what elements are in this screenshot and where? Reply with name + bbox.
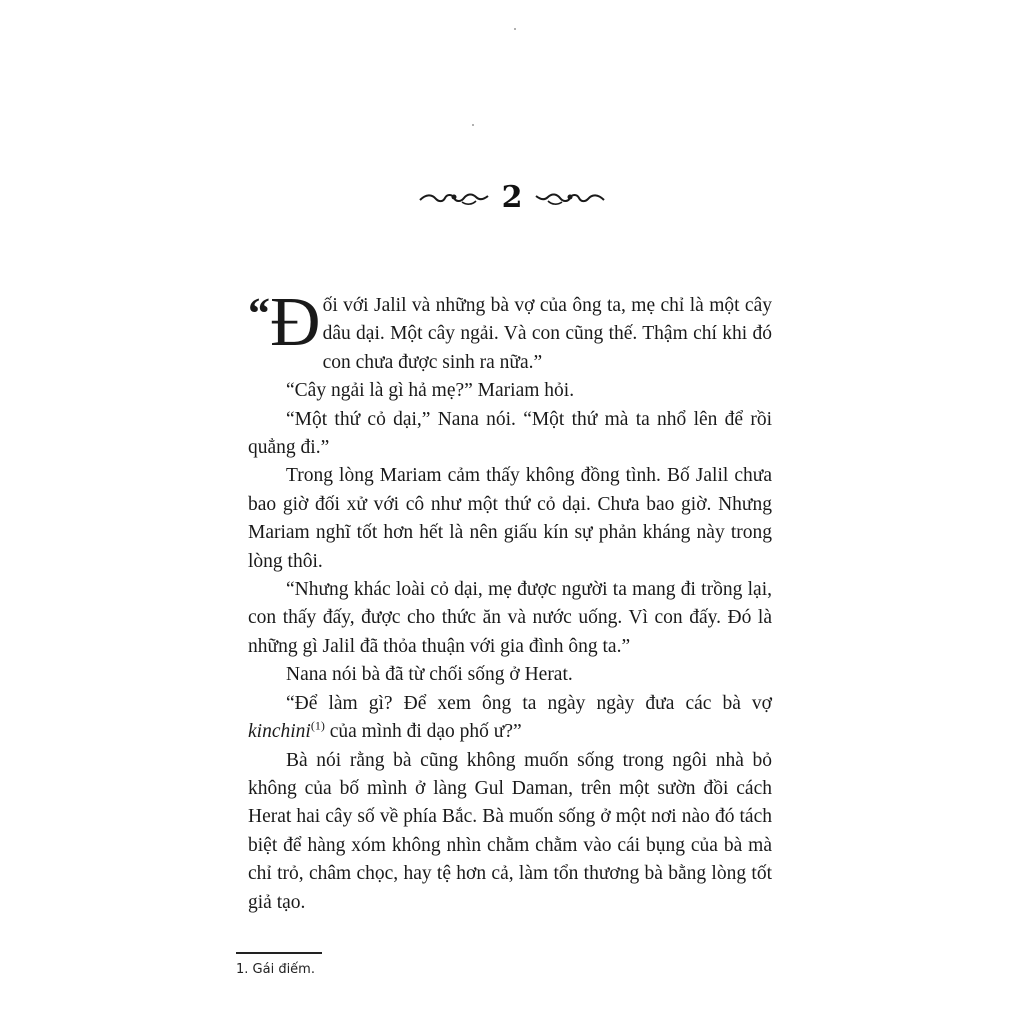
drop-cap: [248, 284, 321, 361]
paragraph-4: Trong lòng Mariam cảm thấy không đồng tình. Bố Jalil chưa bao giờ đối xử với cô như một thứ cỏ dại. Chưa bao giờ. Nhưng Mariam nghĩ tốt hơn hết là nên giấu kín sự phản kháng này trong lòng thôi.: [248, 465, 772, 572]
paragraph-2: “Cây ngải là gì hả mẹ?” Mariam hỏi.: [286, 380, 575, 402]
right-flourish-icon: [534, 188, 606, 208]
chapter-number: 2: [501, 180, 523, 215]
footnote: 1. Gái điếm.: [236, 962, 315, 977]
paragraph-1-text: ối với Jalil và những bà vợ của ông ta, mẹ chỉ là một cây dâu dại. Một cây ngải. Và con cũng thế. Thậm chí khi đó con chưa được sinh ra nữa.”: [322, 295, 772, 373]
italic-term: kinchini: [248, 721, 311, 743]
paragraph-7-start: “Để làm gì? Để xem ông ta ngày ngày đưa các bà vợ: [286, 692, 772, 714]
paper-speck: [514, 28, 516, 30]
chapter-body: [248, 284, 772, 917]
paragraph-1: [248, 284, 772, 377]
footnote-marker: (1): [310, 718, 325, 733]
paragraph-7: [248, 690, 772, 747]
left-flourish-icon: [418, 188, 490, 208]
paragraph-5: “Nhưng khác loài cỏ dại, mẹ được người ta mang đi trồng lại, con thấy đấy, được cho thức ăn và nước uống. Vì con đấy. Đó là những gì Jalil đã thỏa thuận với gia đình ông ta.”: [248, 579, 772, 657]
paper-speck: [472, 124, 474, 126]
drop-cap-letter: Đ: [270, 284, 321, 361]
drop-cap-quote: “: [248, 289, 270, 338]
paragraph-7-end: của mình đi dạo phố ư?”: [324, 721, 522, 743]
paragraph-8: Bà nói rằng bà cũng không muốn sống trong ngôi nhà bỏ không của bố mình ở làng Gul Daman, trên một sườn đồi cách Herat hai cây số về phía Bắc. Bà muốn sống ở một nơi nào đó tách biệt để hàng xóm không nhìn chằm chằm vào cái bụng của bà mà chỉ trỏ, châm chọc, hay tệ hơn cả, làm tổn thương bà bằng lòng tốt giả tạo.: [248, 749, 772, 913]
chapter-heading-ornament: [0, 180, 1024, 216]
paragraph-3: “Một thứ cỏ dại,” Nana nói. “Một thứ mà ta nhổ lên để rồi quẳng đi.”: [248, 408, 772, 459]
footnote-divider: [236, 952, 322, 954]
paragraph-6: Nana nói bà đã từ chối sống ở Herat.: [286, 664, 573, 686]
